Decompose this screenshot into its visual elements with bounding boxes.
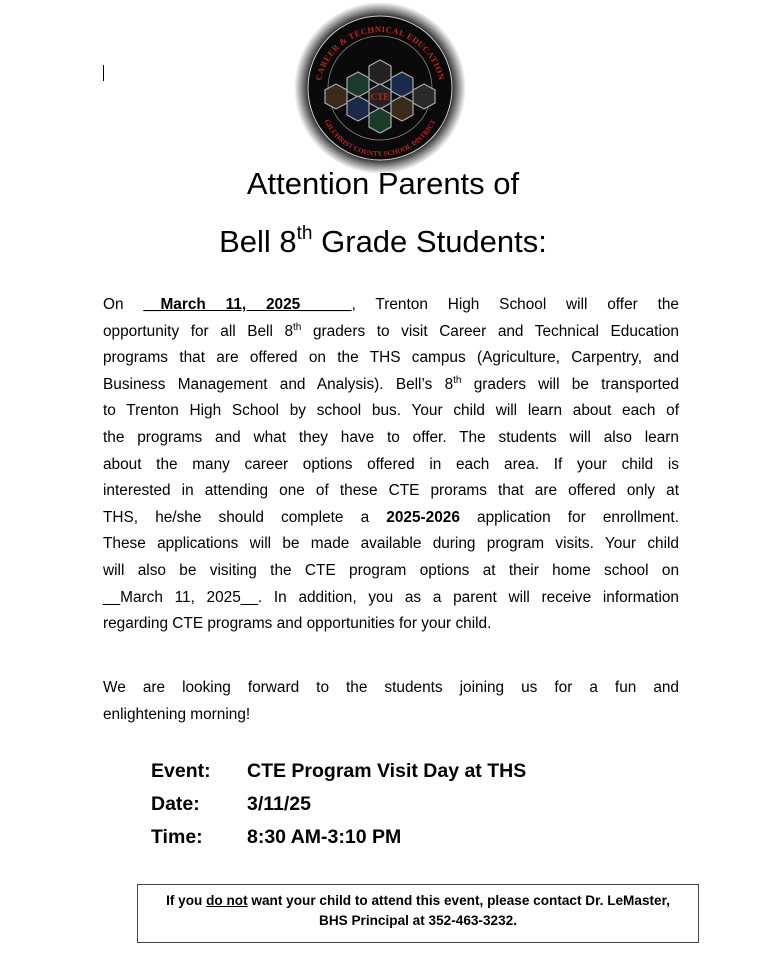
time-row: Time: 8:30 AM-3:10 PM [151,826,402,848]
text-line [103,425,679,452]
text-segment: __March 11, 2025______ [143,296,352,313]
cte-logo [290,2,470,174]
text-segment: regarding CTE programs and opportunities for your child. [103,615,492,633]
date-row: Date: 3/11/25 [151,793,311,815]
svg-text:GILCHRIST COUNTY SCHOOL DISTRI: GILCHRIST COUNTY SCHOOL DISTRICT [322,118,438,159]
text-line [103,345,679,372]
opt-out-notice-box: If you do not want your child to attend this event, please contact Dr. LeMaster, BHS Principal at 352-463-3232. [137,884,699,943]
text-segment: interested in attending one of these CTE prorams that are offered only at [103,482,679,500]
text-segment: Business Management and Analysis). Bell’s 8 [103,375,454,393]
text-line [103,531,679,558]
text-segment: We are looking forward to the students joining us for a fun and [103,679,679,696]
text-segment: to Trenton High School by school bus. Your child will learn about each of [103,402,679,420]
text-line [103,585,679,612]
text-segment: will also be visiting the CTE program options at their home school on [103,561,679,579]
text-segment: , Trenton High School will offer the [351,296,679,313]
text-segment: On [103,296,144,313]
text-segment: programs that are offered on the THS campus (Agriculture, Carpentry, and [103,349,679,367]
text-line [103,505,679,532]
text-segment: graders will be transported [461,375,679,393]
text-segment: 2025-2026 [386,508,460,526]
text-line [103,452,679,479]
text-segment: th [293,321,302,333]
event-row: Event: CTE Program Visit Day at THS [151,760,527,782]
text-line [103,702,679,729]
text-line [103,611,679,638]
body-paragraph-2 [103,675,679,728]
text-line [103,292,679,319]
text-segment: These applications will be made available during program visits. Your child [103,535,679,553]
text-segment: __March 11, 2025__. In addition, you as a parent will receive information [103,588,679,606]
text-segment: THS, he/she should complete a [103,508,387,526]
text-line [103,558,679,585]
text-line [103,398,679,425]
text-segment: enlightening morning! [103,705,251,723]
text-segment: opportunity for all Bell 8 [103,322,294,340]
text-segment: th [453,374,462,386]
heading-line-2: Bell 8th Grade Students: [219,223,547,259]
text-segment: application for enrollment. [459,508,679,526]
heading-line-1: Attention Parents of [246,166,520,201]
text-segment: graders to visit Career and Technical Education [301,322,679,340]
body-paragraph-1 [103,292,679,638]
text-line [103,319,679,346]
event-details [151,755,526,854]
text-line [103,675,679,702]
text-segment: about the many career options offered in each area. If your child is [103,455,679,473]
text-line [103,478,679,505]
svg-text:CAREER & TECHNICAL EDUCATION: CAREER & TECHNICAL EDUCATION [313,23,447,82]
text-cursor [103,65,104,81]
text-segment: the programs and what they have to offer. The students will also learn [103,428,679,446]
text-line [103,372,679,399]
svg-text:CTE: CTE [370,92,390,102]
